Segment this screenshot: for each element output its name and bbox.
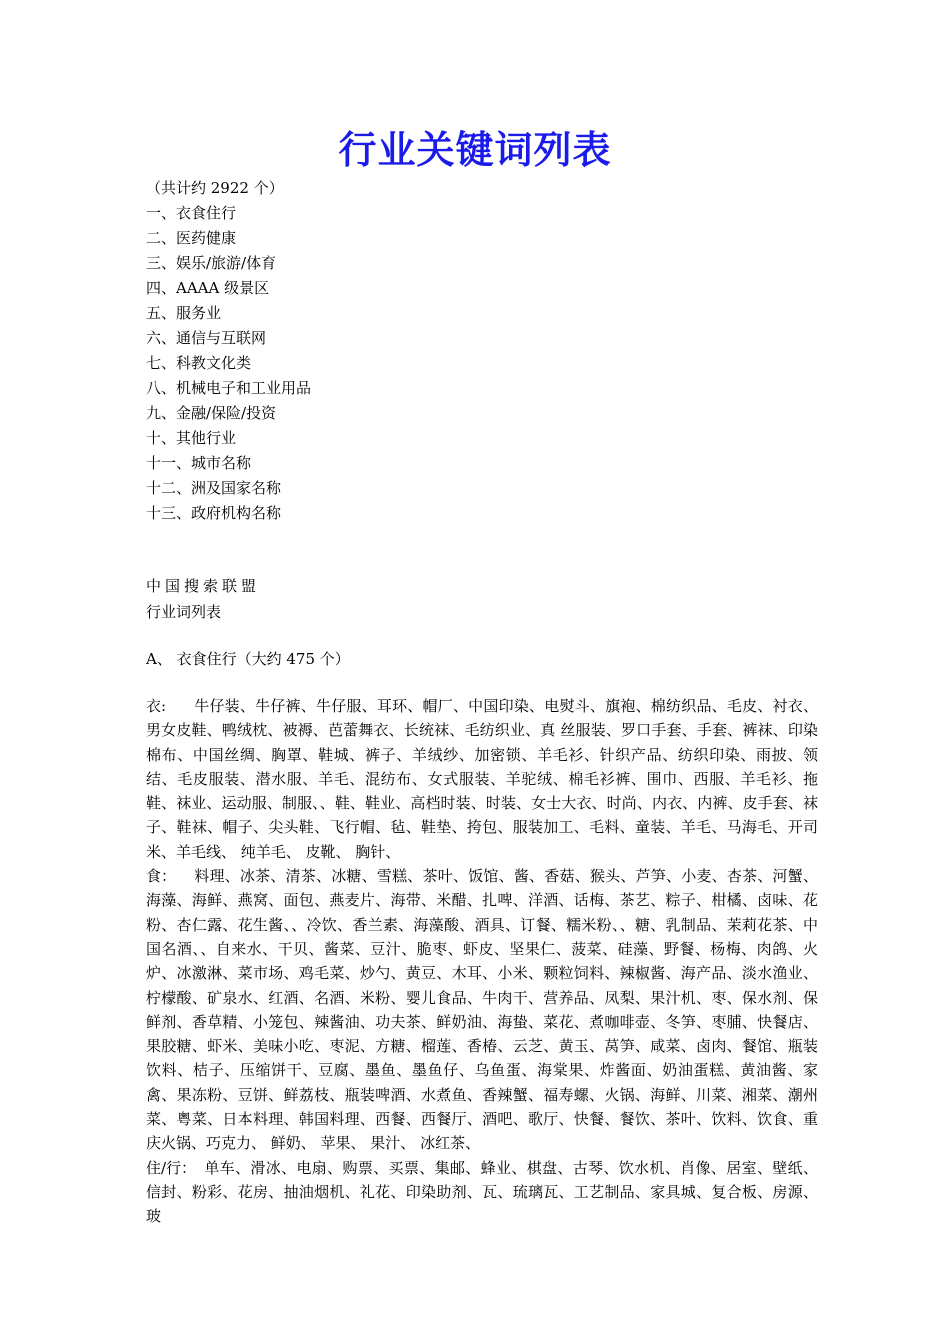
category-keywords: 牛仔装、牛仔裤、牛仔服、耳环、帽厂、中国印染、电熨斗、旗袍、棉纺织品、毛皮、衬衣、男女皮鞋、鸭绒枕、被褥、芭蕾舞衣、长统袜、毛纺织业、真 丝服装、罗口手套、手套、裤袜、印染棉布、中国丝绸、胸罩、鞋城、裤子、羊绒纱、加密锁、羊毛衫、针织产品、纺织印染、雨披、领结、毛皮服装、潜水服、羊毛、混纺布、女式服装、羊驼绒、棉毛衫裤、围巾、西服、羊毛衫、拖鞋、袜业、运动服、制服、、鞋、鞋业、高档时装、时装、女士大衣、时尚、内衣、内裤、皮手套、袜子、鞋袜、帽子、尖头鞋、飞行帽、毡、鞋垫、挎包、服装加工、毛料、童装、羊毛、马海毛、开司米、羊毛线、 纯羊毛、 皮靴、 胸针、 [146,697,818,861]
list-title: 行业词列表 [146,603,222,621]
category-label: 衣: [146,697,167,715]
toc-item: 十二、洲及国家名称 [146,479,282,497]
toc-item: 十三、政府机构名称 [146,504,282,522]
toc-item: 九、金融/保险/投资 [146,404,277,422]
org-name: 中国搜索联盟 [146,577,261,595]
category-label: 住/行： [146,1158,197,1177]
toc-item: 一、衣食住行 [146,204,237,222]
category-clothing [146,694,818,864]
org-heading [146,573,818,625]
toc-item: 三、娱乐/旅游/体育 [146,254,277,272]
category-food [146,864,818,1156]
category-label: 食： [146,867,177,886]
table-of-contents [146,176,818,526]
category-keywords: 料理、冰茶、清茶、冰糖、雪糕、茶叶、饭馆、酱、香菇、猴头、芦笋、小麦、杏茶、河蟹、海藻、海鲜、燕窝、面包、燕麦片、海带、米醋、扎啤、洋酒、话梅、茶艺、粽子、柑橘、卤味、花粉、杏仁露、花生酱、、冷饮、香兰素、海藻酸、酒具、订餐、糯米粉、、糖、乳制品、茉莉花茶、中国名酒、、自来水、干贝、酱菜、豆汁、脆枣、虾皮、坚果仁、菠菜、硅藻、野餐、杨梅、肉鸽、火炉、冰激淋、菜市场、鸡毛菜、炒勺、黄豆、木耳、小米、颗粒饲料、辣椒酱、海产品、淡水渔业、柠檬酸、矿泉水、红酒、名酒、米粉、婴儿食品、牛肉干、营养品、凤梨、果汁机、枣、保水剂、保鲜剂、香草精、小笼包、辣酱油、功夫茶、鲜奶油、海蛰、菜花、煮咖啡壶、冬笋、枣脯、快餐店、果胶糖、虾米、美味小吃、枣泥、方糖、榴莲、香椿、云芝、黄玉、莴笋、咸菜、卤肉、餐馆、瓶装饮料、桔子、压缩饼干、豆腐、墨鱼、墨鱼仔、乌鱼蛋、海棠果、炸酱面、奶油蛋糕、黄油酱、家禽、果冻粉、豆饼、鲜荔枝、瓶装啤酒、水煮鱼、香辣蟹、福寿螺、火锅、海鲜、川菜、湘菜、潮州菜、粤菜、日本料理、韩国料理、西餐、西餐厅、酒吧、歌厅、快餐、餐饮、茶叶、饮料、饮食、重庆火锅、巧克力、 鲜奶、 苹果、 果汁、 冰红茶、 [146,867,818,1153]
toc-item: 七、科教文化类 [146,354,252,372]
toc-item: 四、AAAA 级景区 [146,279,270,297]
toc-item: 五、服务业 [146,304,222,322]
toc-item: 二、医药健康 [146,229,237,247]
document-title: 行业关键词列表 [338,128,612,172]
toc-total-count: （共计约 2922 个） [146,179,284,197]
category-keywords: 单车、滑冰、电扇、购票、买票、集邮、蜂业、棋盘、古琴、饮水机、肖像、居室、壁纸、信封、粉彩、花房、抽油烟机、礼花、印染助剂、瓦、琉璃瓦、工艺制品、家具城、复合板、房源、玻 [146,1158,818,1226]
toc-item: 十、其他行业 [146,429,237,447]
toc-item: 十一、城市名称 [146,454,252,472]
section-heading-a: A、 衣食住行（大约 475 个） [146,650,350,668]
toc-item: 六、通信与互联网 [146,329,267,347]
keyword-body [146,694,818,1229]
category-housing-travel [146,1156,818,1229]
toc-item: 八、机械电子和工业用品 [146,379,312,397]
